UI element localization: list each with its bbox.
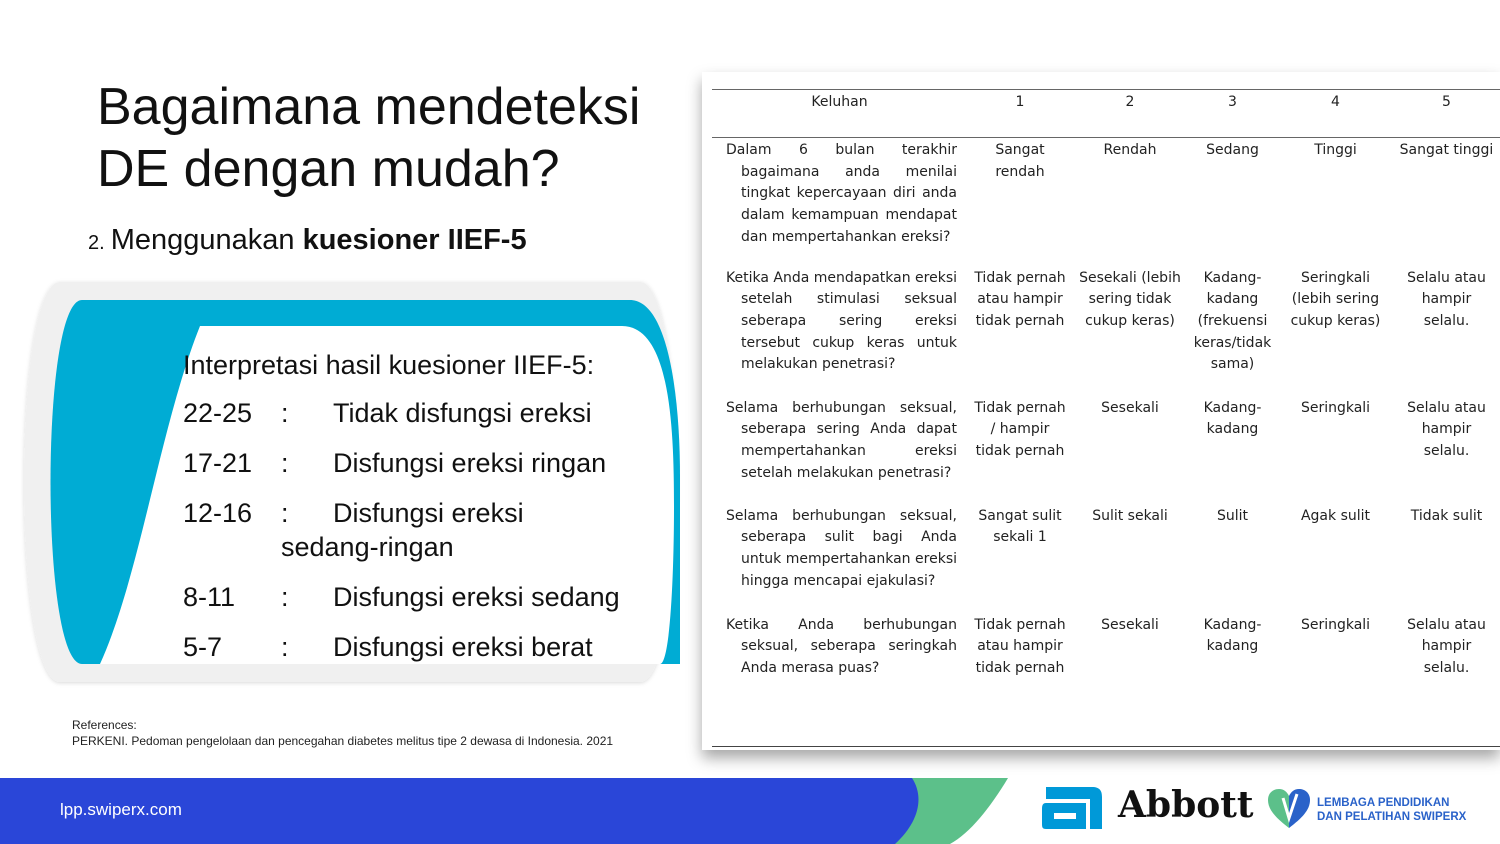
subtitle-bold: kuesioner IIEF-5 — [302, 224, 527, 256]
question-cell: Dalam 6 bulan terakhir bagaimana anda menilai tingkat kepercayaan diri anda dalam kemampuan mendapat dan mempertahankan ereksi? — [726, 142, 957, 245]
answer-cell: Sangat sulit sekali 1 — [978, 507, 1062, 546]
interpretation-title: Interpretasi hasil kuesioner IIEF-5: — [183, 350, 595, 380]
answer-cell: Tidak pernah atau hampir tidak pernah — [967, 615, 1073, 747]
score-description: Tidak disfungsi ereksi — [333, 398, 592, 428]
answer-cell: Selalu atau hampir selalu. — [1407, 399, 1486, 459]
table-header-cell: 3 — [1187, 90, 1278, 138]
answer-cell: Tidak sulit — [1410, 507, 1483, 524]
answer-cell: Rendah — [1103, 142, 1157, 158]
score-range: 22-25 — [183, 398, 253, 428]
institution-line-1: LEMBAGA PENDIDIKAN — [1317, 797, 1450, 809]
abbott-logo-icon — [1040, 781, 1108, 840]
table-row — [712, 615, 1500, 747]
answer-cell: Sesekali (lebih sering tidak cukup keras) — [1079, 269, 1181, 329]
lpp-heart-icon — [1266, 788, 1312, 835]
answer-cell: Seringkali — [1300, 399, 1371, 416]
score-range: 5-7 — [183, 632, 223, 662]
score-description: Disfungsi ereksi sedang — [333, 582, 620, 612]
score-colon: : — [281, 498, 289, 528]
table-header-cell: 4 — [1278, 90, 1393, 138]
table-row — [712, 268, 1500, 398]
table-row — [712, 398, 1500, 506]
answer-cell: Seringkali (lebih sering cukup keras) — [1290, 269, 1381, 329]
references — [72, 717, 613, 749]
answer-cell: Kadang-kadang (frekuensi keras/tidak sama) — [1193, 269, 1272, 373]
questionnaire-table — [712, 89, 1500, 747]
answer-cell: Sulit — [1216, 507, 1249, 524]
score-colon: : — [281, 448, 289, 478]
answer-cell: Sedang — [1206, 142, 1259, 158]
answer-cell: Sesekali — [1073, 615, 1187, 747]
interpretation-row — [183, 580, 653, 614]
table-header-cell: 2 — [1073, 90, 1187, 138]
answer-cell: Tidak pernah / hampir tidak pernah — [974, 399, 1066, 459]
answer-cell: Sesekali — [1101, 399, 1159, 416]
answer-cell: Sulit sekali — [1092, 507, 1168, 524]
interpretation-row — [183, 396, 653, 430]
score-description: Disfungsi ereksi ringan — [333, 448, 607, 478]
question-cell: Selama berhubungan seksual, seberapa sulit bagi Anda untuk mempertahankan ereksi hingga mencapai ejakulasi? — [726, 507, 957, 589]
answer-cell: Seringkali — [1278, 615, 1393, 747]
lpp-institution-name — [1317, 796, 1466, 824]
score-description-continued: sedang-ringan — [281, 532, 454, 562]
questionnaire-card — [702, 72, 1500, 750]
answer-cell: Selalu atau hampir selalu. — [1393, 615, 1500, 747]
answer-cell: Sangat tinggi — [1399, 142, 1494, 158]
answer-cell: Kadang-kadang — [1187, 615, 1278, 747]
table-header-cell: 1 — [967, 90, 1073, 138]
footer-url-link[interactable]: lpp.swiperx.com — [60, 800, 182, 819]
references-text: PERKENI. Pedoman pengelolaan dan pencegahan diabetes melitus tipe 2 dewasa di Indonesia. 2021 — [72, 734, 614, 748]
table-row — [712, 138, 1500, 268]
answer-cell: Agak sulit — [1300, 507, 1371, 524]
answer-cell: Tidak pernah atau hampir tidak pernah — [974, 269, 1066, 329]
interpretation-row — [183, 630, 653, 664]
score-range: 12-16 — [183, 498, 253, 528]
interpretation-list — [183, 346, 653, 680]
score-description: Disfungsi ereksi — [333, 498, 524, 528]
interpretation-row — [183, 446, 653, 480]
question-cell: Ketika Anda berhubungan seksual, seberapa seringkah Anda merasa puas? — [712, 615, 967, 747]
answer-cell: Sangat rendah — [995, 142, 1045, 180]
score-range: 17-21 — [183, 448, 253, 478]
slide-subtitle — [88, 224, 527, 257]
abbott-brand-text: Abbott — [1118, 784, 1254, 826]
interpretation-row — [183, 496, 653, 564]
answer-cell: Kadang-kadang — [1203, 399, 1262, 438]
score-range: 8-11 — [183, 582, 236, 612]
answer-cell: Tinggi — [1314, 142, 1357, 158]
table-header-cell: 5 — [1393, 90, 1500, 138]
table-row — [712, 506, 1500, 615]
references-label: References: — [72, 718, 137, 732]
score-colon: : — [281, 632, 289, 662]
subtitle-number: 2. — [88, 232, 105, 254]
subtitle-text: Menggunakan — [110, 224, 295, 256]
score-description: Disfungsi ereksi berat — [333, 632, 593, 662]
slide-title: Bagaimana mendeteksi DE dengan mudah? — [97, 78, 641, 198]
answer-cell: Selalu atau hampir selalu. — [1407, 269, 1486, 329]
question-cell: Selama berhubungan seksual, seberapa sering Anda dapat mempertahankan ereksi setelah melakukan penetrasi? — [726, 399, 957, 481]
institution-line-2: DAN PELATIHAN SWIPERX — [1317, 811, 1467, 823]
score-colon: : — [281, 582, 289, 612]
score-colon: : — [281, 398, 289, 428]
table-header-row — [712, 90, 1500, 138]
question-cell: Ketika Anda mendapatkan ereksi setelah stimulasi seksual seberapa sering ereksi tersebut cukup keras untuk melakukan penetrasi? — [726, 269, 958, 373]
table-header-cell: Keluhan — [712, 90, 967, 138]
